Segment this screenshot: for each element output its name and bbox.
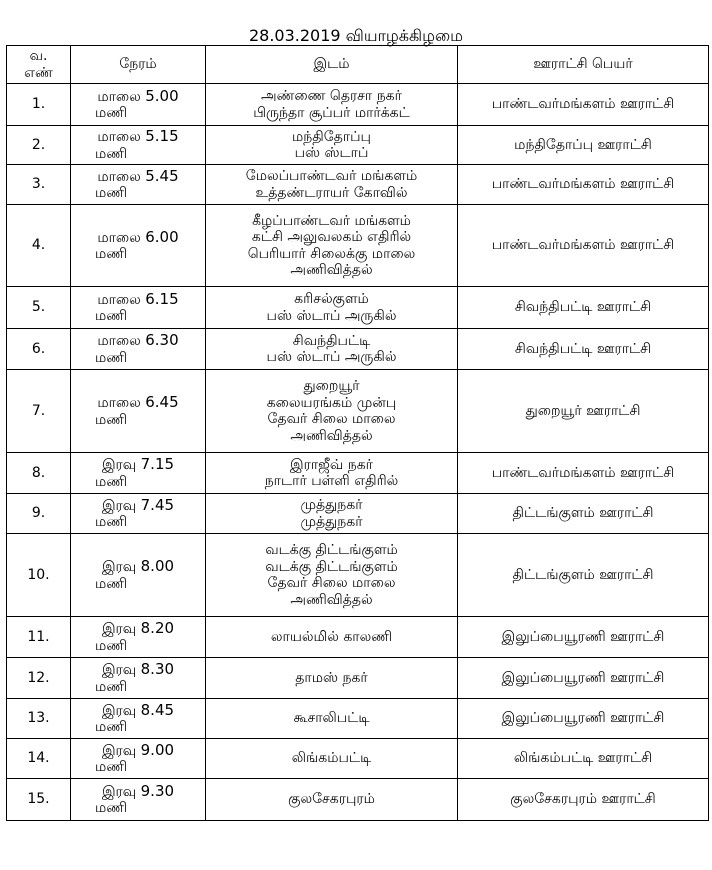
time-cell — [71, 84, 206, 126]
time-unit: மணி — [95, 800, 128, 816]
time-value: 6.45 — [145, 393, 179, 411]
place-cell — [206, 126, 458, 165]
place-line: வடக்கு திட்டங்குளம் — [265, 558, 398, 575]
serial-number-cell: 14. — [7, 739, 71, 779]
time-period: மாலை — [97, 333, 141, 349]
time-line — [75, 661, 201, 679]
serial-number-cell: 7. — [7, 370, 71, 453]
table-row — [7, 739, 709, 779]
serial-number-cell: 2. — [7, 126, 71, 165]
time-unit: மணி — [95, 678, 128, 695]
panchayat-cell: குலசேகரபுரம் ஊராட்சி — [458, 779, 709, 821]
table-row — [7, 617, 709, 658]
table-row — [7, 84, 709, 126]
table-row — [7, 329, 709, 370]
panchayat-cell: பாண்டவர்மங்களம் ஊராட்சி — [458, 205, 709, 287]
time-value: 5.15 — [145, 127, 179, 145]
time-line — [75, 497, 201, 515]
place-line: நாடார் பள்ளி எதிரில் — [264, 473, 399, 489]
time-value: 8.30 — [140, 660, 175, 678]
time-unit: மணி — [95, 105, 128, 121]
panchayat-cell: சிவந்திபட்டி ஊராட்சி — [458, 329, 709, 370]
time-unit: மணி — [95, 308, 128, 324]
place-cell — [206, 779, 458, 821]
time-period: இரவு — [101, 497, 137, 514]
serial-number-cell: 8. — [7, 453, 71, 494]
schedule-table — [6, 45, 709, 821]
place-line: முத்துநகர் — [300, 513, 363, 530]
header-serial-number — [7, 46, 71, 84]
header-serial-line-2: எண் — [24, 64, 53, 81]
table-row — [7, 165, 709, 205]
time-cell — [71, 617, 206, 658]
place-line: கூசாலிபட்டி — [293, 710, 370, 727]
time-unit: மணி — [95, 759, 128, 775]
document-title: 28.03.2019 வியாழக்கிழமை — [248, 26, 464, 45]
time-unit: மணி — [95, 145, 128, 162]
time-period: மாலை — [97, 291, 141, 308]
serial-number-cell: 12. — [7, 658, 71, 699]
time-line — [75, 168, 201, 186]
time-value: 7.15 — [140, 455, 175, 473]
place-line: கட்சி அலுவலகம் எதிரில் — [251, 229, 412, 245]
place-line: இராஜீவ் நகர் — [290, 456, 373, 473]
place-line: பஸ் ஸ்டாப் — [294, 145, 369, 161]
time-line — [75, 394, 201, 412]
time-period: மாலை — [97, 229, 141, 246]
time-value: 8.20 — [140, 619, 175, 637]
time-line — [75, 291, 201, 309]
time-line — [75, 702, 201, 720]
time-value: 8.45 — [140, 700, 175, 719]
serial-number-cell: 10. — [7, 534, 71, 617]
table-row — [7, 779, 709, 821]
time-line — [75, 229, 201, 247]
time-unit: மணி — [95, 637, 128, 654]
place-cell — [206, 494, 458, 534]
panchayat-cell: திட்டங்குளம் ஊராட்சி — [458, 534, 709, 617]
header-place: இடம் — [206, 46, 458, 84]
place-cell — [206, 370, 458, 453]
place-cell — [206, 84, 458, 126]
table-row — [7, 370, 709, 453]
place-line: தாமஸ் நகர் — [295, 669, 368, 686]
place-line: லாயல்மில் காலணி — [270, 628, 393, 645]
place-line: உத்தண்டராயர் கோவில் — [255, 184, 408, 201]
time-period: இரவு — [101, 702, 137, 719]
place-line: முத்துநகர் — [300, 497, 363, 513]
place-line: அணிவித்தல் — [290, 262, 373, 278]
panchayat-cell: சிவந்திபட்டி ஊராட்சி — [458, 287, 709, 329]
time-cell — [71, 370, 206, 453]
panchayat-cell: திட்டங்குளம் ஊராட்சி — [458, 494, 709, 534]
schedule-body — [7, 84, 709, 821]
time-cell — [71, 287, 206, 329]
panchayat-cell: மந்திதோப்பு ஊராட்சி — [458, 126, 709, 165]
panchayat-cell: பாண்டவர்மங்களம் ஊராட்சி — [458, 165, 709, 205]
place-cell — [206, 699, 458, 739]
serial-number-cell: 4. — [7, 205, 71, 287]
time-unit: மணி — [95, 719, 128, 735]
panchayat-cell: துறையூர் ஊராட்சி — [458, 370, 709, 453]
place-line: வடக்கு திட்டங்குளம் — [265, 542, 398, 558]
panchayat-cell: இலுப்பையூரணி ஊராட்சி — [458, 617, 709, 658]
table-row — [7, 453, 709, 494]
place-cell — [206, 453, 458, 494]
table-row — [7, 494, 709, 534]
time-value: 9.30 — [140, 781, 175, 800]
time-cell — [71, 739, 206, 779]
place-line: பஸ் ஸ்டாப் அருகில் — [266, 307, 397, 324]
place-line: கீழப்பாண்டவர் மங்களம் — [252, 212, 411, 229]
serial-number-cell: 15. — [7, 779, 71, 821]
place-line: அண்ணை தெரசா நகர் — [261, 88, 402, 104]
time-line — [75, 456, 201, 474]
time-cell — [71, 165, 206, 205]
place-cell — [206, 739, 458, 779]
place-cell — [206, 329, 458, 370]
time-value: 5.45 — [145, 166, 179, 185]
place-line: கலையரங்கம் முன்பு — [266, 394, 397, 411]
time-cell — [71, 205, 206, 287]
place-line: லிங்கம்பட்டி — [291, 750, 372, 767]
time-cell — [71, 126, 206, 165]
place-line: மேலப்பாண்டவர் மங்களம் — [245, 168, 418, 184]
time-unit: மணி — [95, 473, 128, 490]
serial-number-cell: 9. — [7, 494, 71, 534]
table-row — [7, 205, 709, 287]
serial-number-cell: 13. — [7, 699, 71, 739]
time-cell — [71, 453, 206, 494]
header-time: நேரம் — [71, 46, 206, 84]
place-line: பஸ் ஸ்டாப் அருகில் — [266, 349, 397, 365]
time-period: இரவு — [101, 783, 137, 800]
table-row — [7, 699, 709, 739]
serial-number-cell: 1. — [7, 84, 71, 126]
time-cell — [71, 494, 206, 534]
table-row — [7, 658, 709, 699]
time-line — [75, 783, 201, 801]
place-cell — [206, 165, 458, 205]
time-line — [75, 332, 201, 350]
time-line — [75, 88, 201, 106]
time-period: இரவு — [101, 662, 137, 678]
panchayat-cell: இலுப்பையூரணி ஊராட்சி — [458, 699, 709, 739]
panchayat-cell: இலுப்பையூரணி ஊராட்சி — [458, 658, 709, 699]
time-cell — [71, 779, 206, 821]
place-line: தேவர் சிலை மாலை — [267, 575, 396, 591]
time-period: மாலை — [97, 168, 141, 185]
place-line: கரிசல்குளம் — [294, 291, 369, 307]
place-line: அணிவித்தல் — [290, 427, 373, 444]
serial-number-cell: 5. — [7, 287, 71, 329]
serial-number-cell: 6. — [7, 329, 71, 370]
place-cell — [206, 617, 458, 658]
place-line: குலசேகரபுரம் — [288, 791, 375, 808]
time-period: மாலை — [97, 88, 141, 105]
time-value: 7.45 — [140, 495, 175, 514]
time-period: இரவு — [101, 559, 137, 575]
time-value: 6.30 — [145, 331, 179, 349]
header-serial-line-1: வ. — [29, 48, 48, 64]
time-period: இரவு — [101, 621, 137, 637]
place-cell — [206, 534, 458, 617]
time-value: 6.15 — [145, 289, 179, 308]
time-cell — [71, 534, 206, 617]
time-period: இரவு — [101, 742, 137, 759]
panchayat-cell: பாண்டவர்மங்களம் ஊராட்சி — [458, 84, 709, 126]
time-unit: மணி — [95, 246, 128, 262]
time-line — [75, 128, 201, 146]
time-period: இரவு — [101, 457, 137, 473]
place-line: பிருந்தா சூப்பர் மார்க்கட் — [253, 104, 410, 121]
time-line — [75, 742, 201, 760]
place-cell — [206, 205, 458, 287]
time-line — [75, 558, 201, 576]
serial-number-cell: 3. — [7, 165, 71, 205]
header-panchayat-name: ஊராட்சி பெயர் — [458, 46, 709, 84]
time-unit: மணி — [95, 575, 128, 592]
time-unit: மணி — [95, 514, 128, 530]
time-unit: மணி — [95, 349, 128, 366]
table-row — [7, 287, 709, 329]
header-row — [7, 46, 709, 84]
place-line: பெரியார் சிலைக்கு மாலை — [247, 245, 416, 262]
time-value: 8.00 — [140, 557, 175, 575]
place-line: துறையூர் — [303, 378, 360, 394]
time-cell — [71, 699, 206, 739]
place-line: தேவர் சிலை மாலை — [267, 411, 396, 427]
time-line — [75, 620, 201, 638]
time-unit: மணி — [95, 411, 128, 428]
place-line: சிவந்திபட்டி — [292, 332, 371, 349]
time-value: 6.00 — [145, 227, 179, 246]
place-line: மந்திதோப்பு — [292, 128, 371, 145]
time-value: 5.00 — [145, 86, 179, 105]
place-cell — [206, 658, 458, 699]
time-unit: மணி — [95, 185, 128, 201]
time-cell — [71, 658, 206, 699]
panchayat-cell: லிங்கம்பட்டி ஊராட்சி — [458, 739, 709, 779]
time-value: 9.00 — [140, 740, 175, 759]
place-cell — [206, 287, 458, 329]
time-period: மாலை — [97, 395, 141, 411]
time-period: மாலை — [97, 129, 141, 145]
time-cell — [71, 329, 206, 370]
table-row — [7, 126, 709, 165]
serial-number-cell: 11. — [7, 617, 71, 658]
panchayat-cell: பாண்டவர்மங்களம் ஊராட்சி — [458, 453, 709, 494]
place-line: அணிவித்தல் — [290, 591, 373, 608]
table-row — [7, 534, 709, 617]
